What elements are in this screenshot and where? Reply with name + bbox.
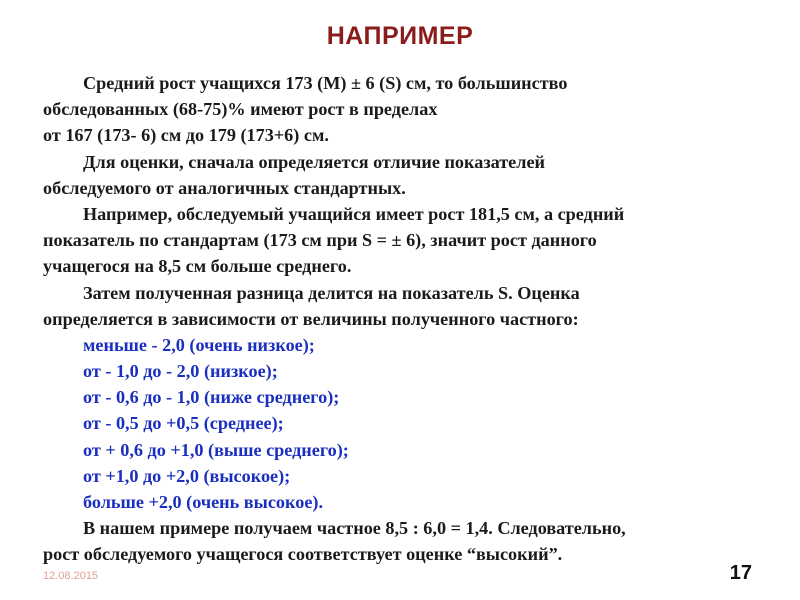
text-line: показатель по стандартам (173 см при S = ± 6), значит рост данного (43, 230, 597, 251)
scale-item: от - 0,5 до +0,5 (среднее); (83, 413, 284, 434)
scale-item: больше +2,0 (очень высокое). (83, 492, 323, 512)
text-line: Затем полученная разница делится на показатель S. Оценка (83, 282, 580, 303)
scale-item: от - 0,6 до - 1,0 (ниже среднего); (83, 387, 340, 408)
slide-body (43, 70, 783, 568)
text-line: Например, обследуемый учащийся имеет рост 181,5 см, а средний (83, 203, 625, 224)
scale-item: от + 0,6 до +1,0 (выше среднего); (83, 439, 349, 460)
scale-item: от - 1,0 до - 2,0 (низкое); (83, 361, 278, 382)
text-line: от 167 (173- 6) см до 179 (173+6) см. (43, 125, 329, 146)
text-line: Для оценки, сначала определяется отличие показателей (83, 151, 546, 172)
scale-item: от +1,0 до +2,0 (высокое); (83, 465, 291, 486)
text-line: В нашем примере получаем частное 8,5 : 6,0 = 1,4. Следовательно, (83, 518, 626, 539)
text-line: Средний рост учащихся 173 (М) ± 6 (S) см, то большинство (83, 73, 568, 93)
text-line: обследуемого от аналогичных стандартных. (43, 177, 406, 198)
text-line: рост обследуемого учащегося соответствует оценке “высокий”. (43, 544, 563, 565)
slide-title: НАПРИМЕР (326, 22, 474, 50)
text-line: учащегося на 8,5 см больше среднего. (43, 256, 352, 277)
text-line: обследованных (68-75)% имеют рост в пределах (43, 99, 438, 120)
text-line: определяется в зависимости от величины полученного частного: (43, 308, 579, 329)
slide-date: 12.08.2015 (43, 570, 99, 582)
scale-item: меньше - 2,0 (очень низкое); (83, 334, 315, 355)
page-number: 17 (729, 562, 752, 584)
